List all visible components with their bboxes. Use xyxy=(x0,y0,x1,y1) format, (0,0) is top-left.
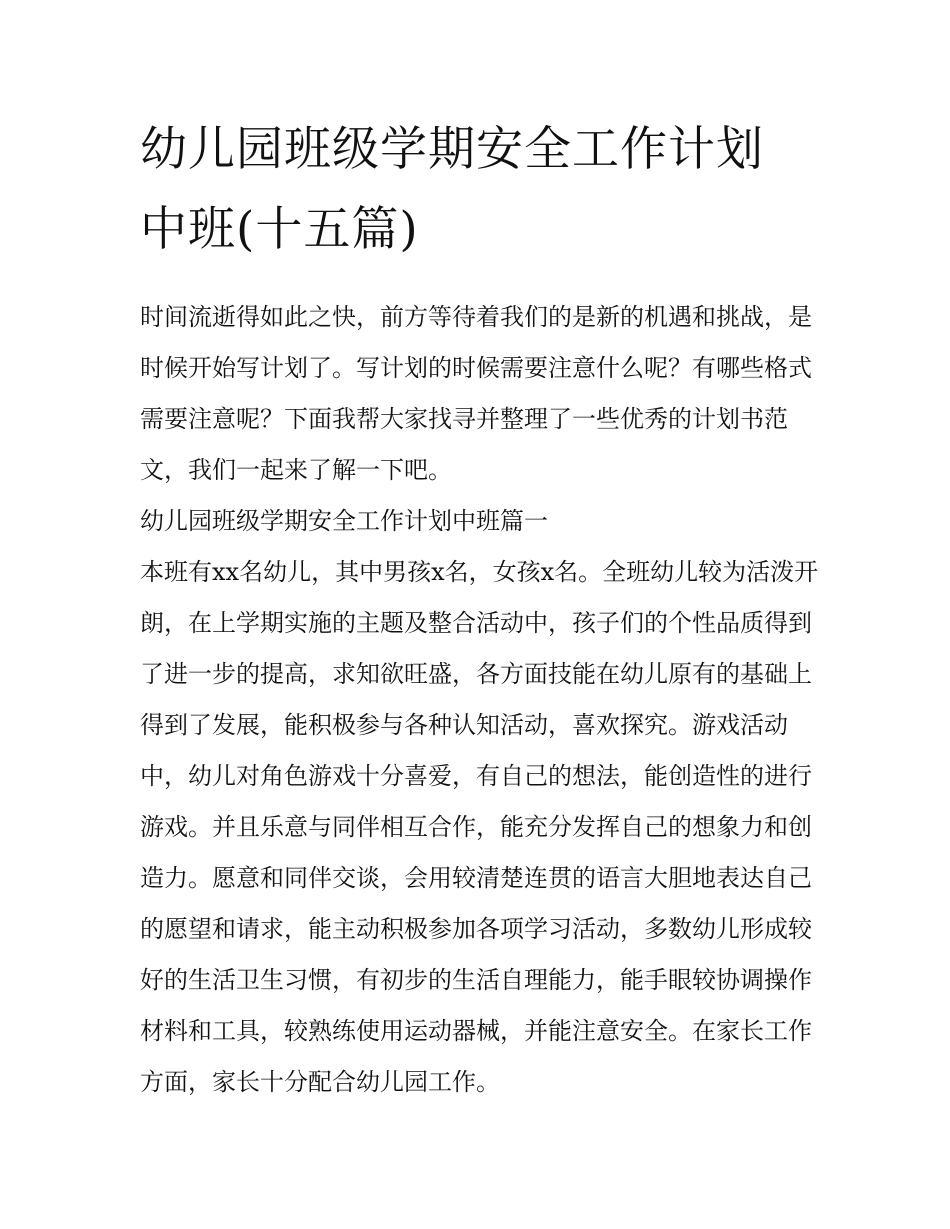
intro-paragraph: 时间流逝得如此之快，前方等待着我们的是新的机遇和挑战，是时候开始写计划了。写计划的时候需要注意什么呢？有哪些格式需要注意呢？下面我帮大家找寻并整理了一些优秀的计划书范文，我们一起来了解一下吧。 xyxy=(140,303,812,484)
document-title xyxy=(140,110,820,270)
document-title-line-2: 中班(十五篇) xyxy=(140,202,419,257)
document-content xyxy=(140,110,820,1108)
section-body-paragraph: 本班有xx名幼儿，其中男孩x名，女孩x名。全班幼儿较为活泼开朗，在上学期实施的主题及整合活动中，孩子们的个性品质得到了进一步的提高，求知欲旺盛，各方面技能在幼儿原有的基础上得到了发展，能积极参与各种认知活动，喜欢探究。游戏活动中，幼儿对角色游戏十分喜爱，有自己的想法，能创造性的进行游戏。并且乐意与同伴相互合作，能充分发挥自己的想象力和创造力。愿意和同伴交谈，会用较清楚连贯的语言大胆地表达自己的愿望和请求，能主动积极参加各项学习活动，多数幼儿形成较好的生活卫生习惯，有初步的生活自理能力，能手眼较协调操作材料和工具，较熟练使用运动器械，并能注意安全。在家长工作方面，家长十分配合幼儿园工作。 xyxy=(140,558,819,1096)
section-heading: 幼儿园班级学期安全工作计划中班篇一 xyxy=(140,507,548,535)
document-title-line-1: 幼儿园班级学期安全工作计划 xyxy=(140,122,764,177)
